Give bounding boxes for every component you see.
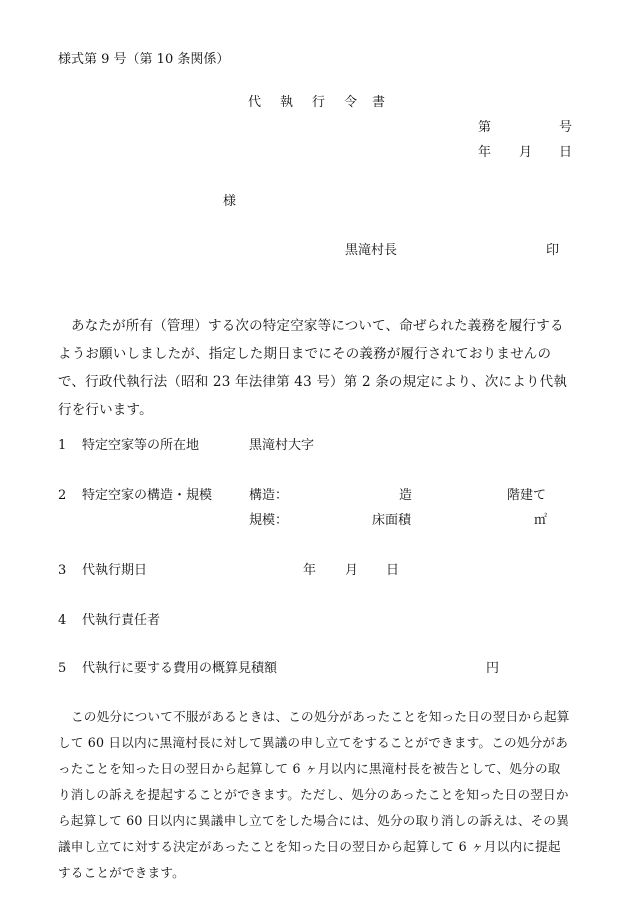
date-day: 日 <box>559 145 573 160</box>
title-char: 執 <box>280 95 294 110</box>
intro-paragraph: あなたが所有（管理）する次の特定空家等について、命ぜられた義務を履行するようお願いしましたが、指定した期日までにその義務が履行されておりませんので、行政代執行法（昭和 23 年法律第 43 号）第 2 条の規定により、次により代執行を行います。 <box>58 318 568 418</box>
doc-number-prefix: 第 <box>478 120 492 135</box>
addressee-suffix: 様 <box>223 194 237 209</box>
seal-mark: 印 <box>546 243 560 258</box>
date-year: 年 <box>478 145 492 160</box>
item-number: 2 <box>58 488 67 503</box>
issuer-name: 黒滝村長 <box>345 243 398 258</box>
item-label: 代執行に要する費用の概算見積額 <box>82 661 278 676</box>
structure-type: 造 <box>399 488 413 503</box>
title-char: 書 <box>372 95 386 110</box>
item-label: 代執行責任者 <box>82 613 161 628</box>
title-char: 令 <box>344 95 358 110</box>
date-month: 月 <box>519 145 533 160</box>
currency-unit: 円 <box>486 661 500 676</box>
structure-floors: 階建て <box>507 488 547 503</box>
date-month: 月 <box>345 563 359 578</box>
item-label: 特定空家の構造・規模 <box>82 488 213 503</box>
structure-label: 構造： <box>249 488 289 503</box>
item-number: 4 <box>58 613 67 628</box>
location-value: 黒滝村大字 <box>249 438 315 453</box>
floor-area-label: 床面積 <box>372 513 412 528</box>
date-day: 日 <box>386 563 400 578</box>
item-label: 代執行期日 <box>82 563 148 578</box>
date-year: 年 <box>303 563 317 578</box>
item-label: 特定空家等の所在地 <box>82 438 200 453</box>
appeal-notice-paragraph: この処分について不服があるときは、この処分があったことを知った日の翌日から起算して 60 日以内に黒滝村長に対して異議の申し立てをすることができます。この処分があったことを知った日の翌日から起算して 6 ヶ月以内に黒滝村長を被告として、処分の取り消しの訴えを提起することができます。ただし、処分のあったことを知った日の翌日から起算して 60 日以内に異議申し立てをした場合には、処分の取り消しの訴えは、その異議申し立てに対する決定があったことを知った日の翌日から起算して 6 ヶ月以内に提起することができます。 <box>58 709 570 880</box>
title-char: 代 <box>248 95 262 110</box>
form-number: 様式第 9 号（第 10 条関係） <box>58 52 230 67</box>
item-number: 3 <box>58 563 67 578</box>
area-unit: ㎡ <box>534 513 548 528</box>
doc-number-suffix: 号 <box>559 120 573 135</box>
scale-label: 規模： <box>249 513 289 528</box>
item-number: 1 <box>58 438 67 453</box>
title-char: 行 <box>312 95 326 110</box>
item-number: 5 <box>58 661 67 676</box>
